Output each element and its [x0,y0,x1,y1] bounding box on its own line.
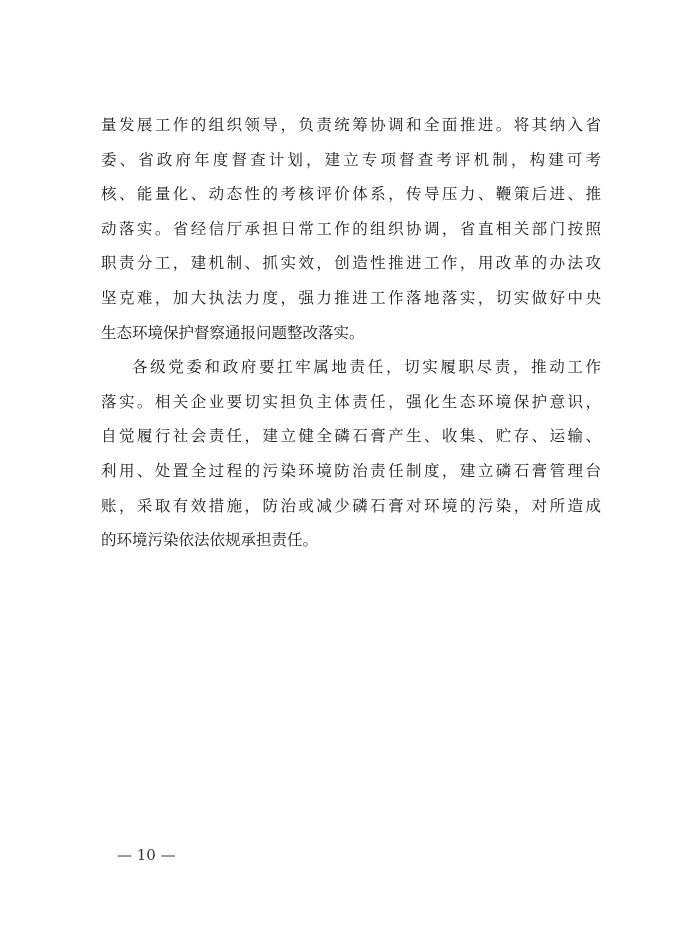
paragraph-1-line-3: 核、能量化、动态性的考核评价体系，传导压力、鞭策后进、推 [101,185,601,204]
body-text [101,108,601,558]
paragraph-2-line-6: 的环境污染依法依规承担责任。 [101,531,319,550]
paragraph-1-line-7: 生态环境保护督察通报问题整改落实。 [101,323,365,342]
paragraph-2-line-2: 落实。相关企业要切实担负主体责任，强化生态环境保护意识， [101,392,601,411]
paragraph-1-line-1: 量发展工作的组织领导，负责统筹协调和全面推进。将其纳入省 [101,116,601,134]
paragraph-2-line-5: 账，采取有效措施，防治或减少磷石膏对环境的污染，对所造成 [101,496,601,515]
page-number: — 10 — [117,846,176,864]
paragraph-2-line-1: 各级党委和政府要扛牢属地责任，切实履职尽责，推动工作 [132,358,601,377]
paragraph-1-line-5: 职责分工，建机制、抓实效，创造性推进工作，用改革的办法攻 [101,254,601,273]
paragraph-1-line-6: 坚克难，加大执法力度，强力推进工作落地落实，切实做好中央 [101,288,601,307]
paragraph-1-line-4: 动落实。省经信厅承担日常工作的组织协调，省直相关部门按照 [101,219,601,238]
paragraph-2-line-3: 自觉履行社会责任，建立健全磷石膏产生、收集、贮存、运输、 [101,427,601,446]
paragraph-1-line-2: 委、省政府年度督查计划，建立专项督查考评机制，构建可考 [101,150,601,169]
paragraph-2-line-4: 利用、处置全过程的污染环境防治责任制度，建立磷石膏管理台 [101,461,601,480]
